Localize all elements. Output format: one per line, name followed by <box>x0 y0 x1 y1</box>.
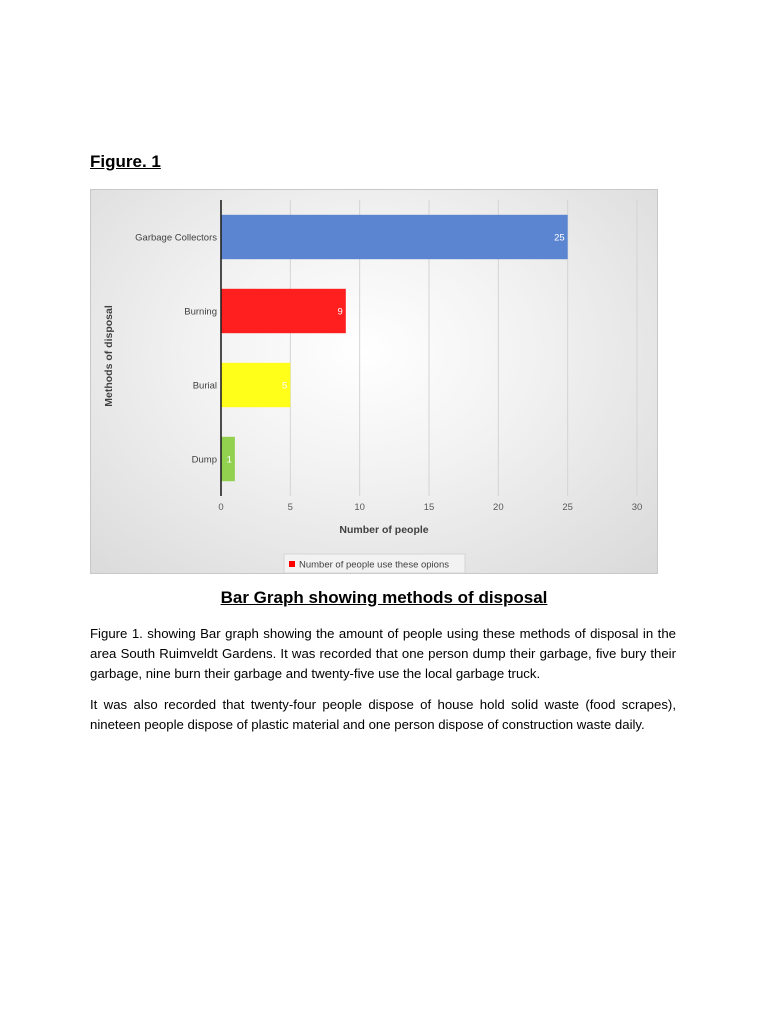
category-label: Garbage Collectors <box>135 232 217 244</box>
x-tick-label: 15 <box>423 502 435 513</box>
caption-title: Bar Graph showing methods of disposal <box>220 588 548 607</box>
bars <box>221 215 568 481</box>
bar <box>221 215 568 259</box>
category-label: Dump <box>191 454 217 466</box>
data-label: 1 <box>226 454 232 466</box>
x-axis-title: Number of people <box>339 524 429 536</box>
legend <box>284 554 465 573</box>
figure-heading: Figure. 1 <box>90 152 161 171</box>
x-tick-label: 5 <box>287 502 293 513</box>
data-label: 5 <box>282 380 288 392</box>
bar <box>221 363 290 407</box>
x-tick-label: 0 <box>218 502 224 513</box>
bar-chart <box>90 189 658 574</box>
bar-chart-svg <box>91 190 659 575</box>
x-tick-label: 25 <box>562 502 573 513</box>
x-tick-labels <box>218 502 642 513</box>
x-tick-label: 30 <box>631 502 643 513</box>
y-axis-title: Methods of disposal <box>103 305 115 407</box>
x-tick-label: 10 <box>354 502 365 513</box>
legend-swatch <box>289 561 295 567</box>
category-label: Burial <box>192 380 217 392</box>
legend-label: Number of people use these opions <box>299 559 449 571</box>
data-label: 25 <box>554 232 565 244</box>
bar <box>221 289 346 333</box>
x-tick-label: 20 <box>493 502 504 513</box>
body-paragraph: It was also recorded that twenty-four people dispose of house hold solid waste (food scrapes), nineteen people dispose of plastic material and one person dispose of construction waste daily. <box>90 697 676 732</box>
body-paragraph: Figure 1. showing Bar graph showing the amount of people using these methods of disposal in the area South Ruimveldt Gardens. It was recorded that one person dump their garbage, five bury their garbage, nine burn their garbage and twenty-five use the local garbage truck. <box>90 626 676 681</box>
data-labels <box>227 233 565 466</box>
data-label: 9 <box>337 306 343 318</box>
category-labels <box>135 233 217 466</box>
category-label: Burning <box>184 306 217 318</box>
